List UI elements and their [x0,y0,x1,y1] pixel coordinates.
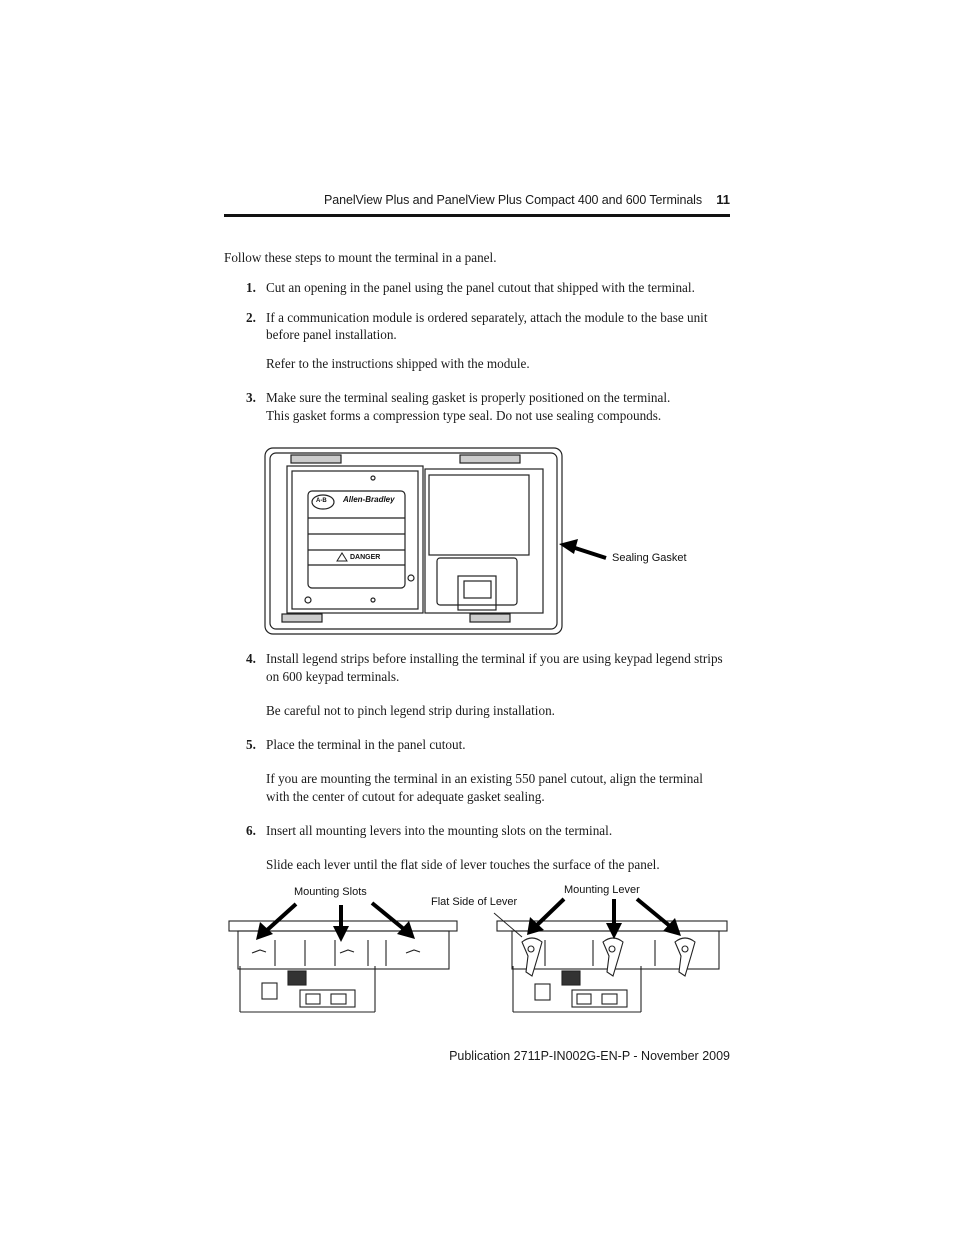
step-2-text-line-1: If a communication module is ordered separately, attach the module to the base unit [266,310,708,325]
step-5-number: 5. [246,737,256,752]
step-3-text-line-2: This gasket forms a compression type seal. Do not use sealing compounds. [266,408,662,423]
step-5-text: Place the terminal in the panel cutout. [266,737,466,752]
step-3-text-line-1: Make sure the terminal sealing gasket is properly positioned on the terminal. [266,390,671,405]
step-6-number: 6. [246,823,256,838]
step-6-text: Insert all mounting levers into the mounting slots on the terminal. [266,823,613,838]
step-1-text: Cut an opening in the panel using the panel cutout that shipped with the terminal. [266,280,695,295]
step-1-number: 1. [246,280,256,295]
sealing-gasket-label: Sealing Gasket [612,552,687,564]
step-4-note: Be careful not to pinch legend strip during installation. [266,703,555,718]
header-title: PanelView Plus and PanelView Plus Compact 400 and 600 Terminals [324,193,702,207]
step-5-note-line-2: with the center of cutout for adequate gasket sealing. [266,789,545,804]
mounting-slots-label: Mounting Slots [294,886,367,898]
publication-footer: Publication 2711P-IN002G-EN-P - November 2009 [449,1049,730,1063]
step-2-note: Refer to the instructions shipped with the module. [266,356,530,371]
step-4-number: 4. [246,651,256,666]
step-2-text-line-2: before panel installation. [266,327,397,342]
page-number: 11 [716,192,730,207]
ab-logo: A-B [316,498,327,504]
step-3-number: 3. [246,390,256,405]
brand-label: Allen-Bradley [343,495,395,504]
step-6-note: Slide each lever until the flat side of lever touches the surface of the panel. [266,857,660,872]
mounting-lever-label: Mounting Lever [564,884,640,896]
step-5-note-line-1: If you are mounting the terminal in an existing 550 panel cutout, align the terminal [266,771,703,786]
intro-text: Follow these steps to mount the terminal in a panel. [224,250,497,265]
step-4-text-line-1: Install legend strips before installing the terminal if you are using keypad legend strips [266,651,723,666]
step-2-number: 2. [246,310,256,325]
flat-side-label: Flat Side of Lever [431,896,518,908]
danger-label: DANGER [350,554,381,561]
step-4-text-line-2: on 600 keypad terminals. [266,669,400,684]
